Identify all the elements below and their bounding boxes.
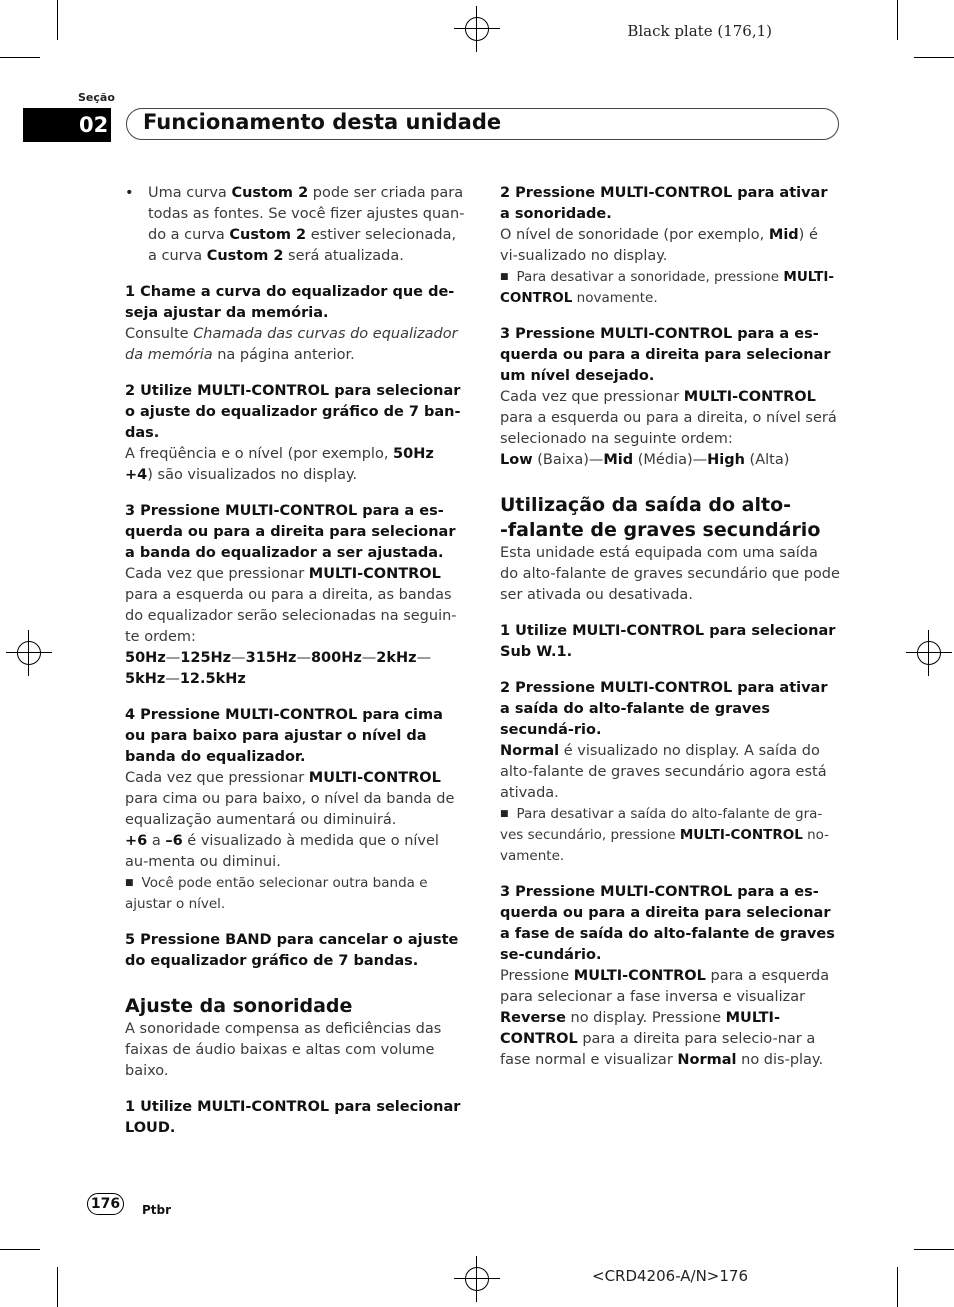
trim-mark <box>897 1267 898 1307</box>
step-3-heading: 3 Pressione MULTI-CONTROL para a es-querda ou para a direita para selecionar a banda do equalizador a ser ajustada. <box>125 503 456 561</box>
step-2-body: A freqüência e o nível (por exemplo, 50Hz +4) são visualizados no display. <box>125 446 434 483</box>
trim-mark <box>57 1267 58 1307</box>
language-code: Ptbr <box>142 1203 172 1217</box>
step-4-range: +6 a –6 é visualizado à medida que o nível au-menta ou diminui. <box>125 833 439 870</box>
plate-label: Black plate (176,1) <box>627 22 772 40</box>
subwoofer-intro: Esta unidade está equipada com uma saída do alto-falante de graves secundário que pode ser ativada ou desativada. <box>500 545 840 603</box>
subwoofer-step-1: 1 Utilize MULTI-CONTROL para selecionar Sub W.1. <box>500 623 836 660</box>
loudness-step-2: 2 Pressione MULTI-CONTROL para ativar a sonoridade. <box>500 185 828 222</box>
section-number-badge <box>23 108 111 142</box>
registration-mark <box>454 1256 500 1302</box>
left-column <box>125 183 465 1139</box>
subwoofer-step-3-body: Pressione MULTI-CONTROL para a esquerda para selecionar a fase inversa e visualizar Reverse no display. Pressione MULTI-CONTROL para a direita para selecio-nar a fase normal e visualizar Normal no dis-play. <box>500 968 830 1068</box>
step-4-body: Cada vez que pressionar MULTI-CONTROL para cima ou para baixo, o nível da banda de equalização aumentará ou diminuirá. <box>125 770 455 828</box>
registration-mark <box>454 6 500 52</box>
trim-mark <box>914 57 954 58</box>
heading-subwoofer: Utilização da saída do alto- -falante de graves secundário <box>500 494 821 541</box>
subwoofer-step-2-body: Normal é visualizado no display. A saída do alto-falante de graves secundário agora está ativada. <box>500 743 827 801</box>
document-code: <CRD4206-A/N>176 <box>592 1267 749 1285</box>
bullet-custom2: • Uma curva Custom 2 pode ser criada para todas as fontes. Se você fizer ajustes quan-do a curva Custom 2 estiver selecionada, a curva Custom 2 será atualizada. <box>125 183 465 267</box>
right-column <box>500 183 840 1071</box>
step-2-heading: 2 Utilize MULTI-CONTROL para selecionar o ajuste do equalizador gráfico de 7 ban-das. <box>125 383 461 441</box>
loudness-step-3-body: Cada vez que pressionar MULTI-CONTROL para a esquerda ou para a direita, o nível será selecionado na seguinte ordem: <box>500 389 837 447</box>
subwoofer-step-2: 2 Pressione MULTI-CONTROL para ativar a saída do alto-falante de graves secundá-rio. <box>500 680 828 738</box>
note-square-icon: ■ <box>125 878 134 888</box>
band-order: 50Hz—125Hz—315Hz—800Hz—2kHz—5kHz—12.5kHz <box>125 650 432 687</box>
registration-mark <box>6 630 52 676</box>
heading-loudness: Ajuste da sonoridade <box>125 995 353 1017</box>
section-label: Seção <box>78 91 115 104</box>
step-4-note: ■ Você pode então selecionar outra banda e ajustar o nível. <box>125 875 428 912</box>
subwoofer-step-3: 3 Pressione MULTI-CONTROL para a es-querda ou para a direita para selecionar a fase de saída do alto-falante de graves se-cundário. <box>500 884 835 963</box>
step-3-body: Cada vez que pressionar MULTI-CONTROL para a esquerda ou para a direita, as bandas do equalizador serão selecionadas na seguin-te ordem: <box>125 566 457 645</box>
loudness-step-2-note: ■ Para desativar a sonoridade, pressione MULTI-CONTROL novamente. <box>500 269 835 306</box>
step-1-body: Consulte Chamada das curvas do equalizador da memória na página anterior. <box>125 326 458 363</box>
page-number-badge <box>87 1193 124 1215</box>
step-5-heading: 5 Pressione BAND para cancelar o ajuste do equalizador gráfico de 7 bandas. <box>125 932 459 969</box>
note-square-icon: ■ <box>500 272 509 282</box>
loudness-step-3: 3 Pressione MULTI-CONTROL para a es-querda ou para a direita para selecionar um nível desejado. <box>500 326 831 384</box>
note-square-icon: ■ <box>500 809 509 819</box>
page-number: 176 <box>90 1196 121 1212</box>
trim-mark <box>0 57 40 58</box>
step-4-heading: 4 Pressione MULTI-CONTROL para cima ou para baixo para ajustar o nível da banda do equalizador. <box>125 707 443 765</box>
section-title: Funcionamento desta unidade <box>143 110 502 134</box>
step-1-heading: 1 Chame a curva do equalizador que de-seja ajustar da memória. <box>125 284 455 321</box>
subwoofer-step-2-note: ■ Para desativar a saída do alto-falante de gra-ves secundário, pressione MULTI-CONTROL no-vamente. <box>500 806 830 864</box>
loudness-order: Low (Baixa)—Mid (Média)—High (Alta) <box>500 452 790 468</box>
loudness-intro: A sonoridade compensa as deficiências das faixas de áudio baixas e altas com volume baixo. <box>125 1021 442 1079</box>
trim-mark <box>914 1249 954 1250</box>
trim-mark <box>897 0 898 40</box>
section-number: 02 <box>79 113 109 137</box>
trim-mark <box>57 0 58 40</box>
loudness-step-2-body: O nível de sonoridade (por exemplo, Mid) é vi-sualizado no display. <box>500 227 818 264</box>
registration-mark <box>906 630 952 676</box>
trim-mark <box>0 1249 40 1250</box>
loudness-step-1: 1 Utilize MULTI-CONTROL para selecionar LOUD. <box>125 1099 461 1136</box>
